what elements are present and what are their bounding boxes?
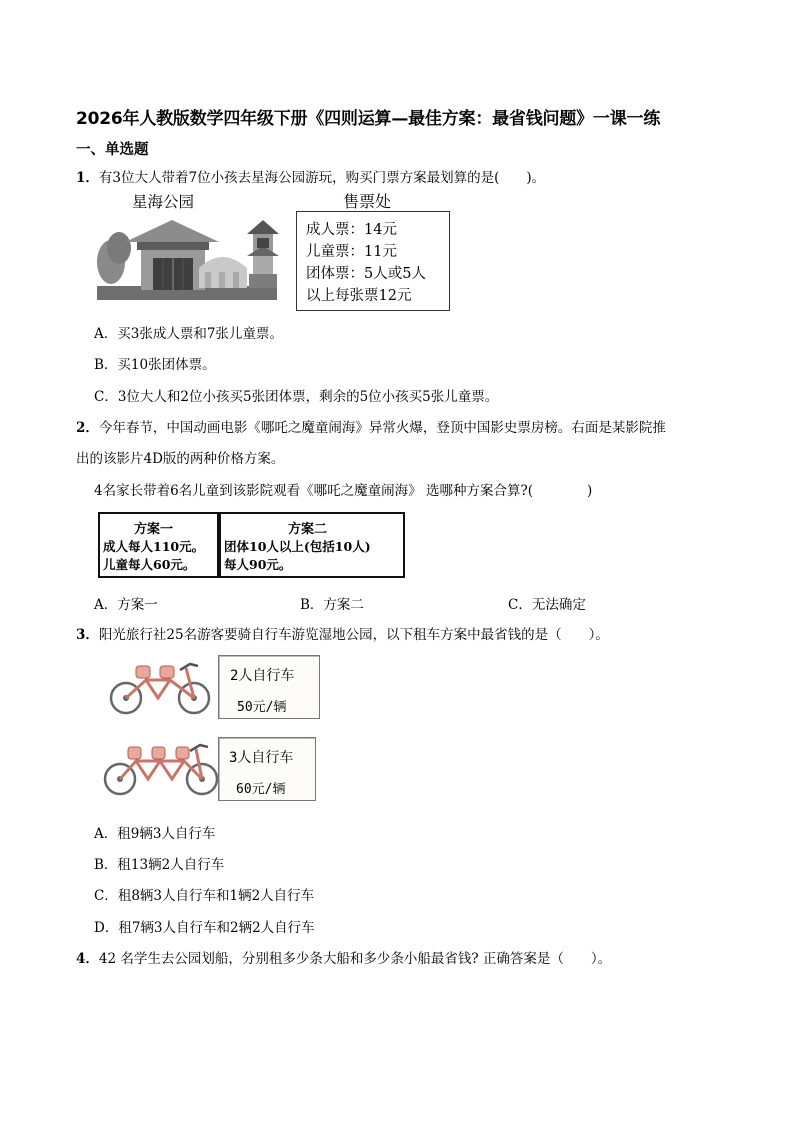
plan-two-line1: 团体10人以上(包括10人) bbox=[224, 539, 371, 554]
plan-one-line2: 儿童每人60元。 bbox=[103, 557, 196, 572]
question-text-line1: 今年春节，中国动画电影《哪吒之魔童闹海》异常火爆，登顶中国影史票房榜。右面是某影院推 bbox=[98, 420, 666, 436]
question-4 bbox=[76, 947, 611, 967]
q2-option-a[interactable]: A．方案一 bbox=[94, 597, 158, 613]
question-2-line3: 4名家长带着6名儿童到该影院观看《哪吒之魔童闹海》 选哪种方案合算?( ) bbox=[94, 483, 593, 499]
three-seat-bike-label: 3人自行车 bbox=[229, 750, 294, 766]
q2-option-c[interactable]: C．无法确定 bbox=[508, 597, 586, 613]
q3-option-a[interactable]: A．租9辆3人自行车 bbox=[94, 826, 216, 842]
question-number: 3． bbox=[76, 627, 99, 643]
question-number: 2． bbox=[76, 420, 99, 436]
park-illustration bbox=[97, 214, 282, 304]
price-adult: 成人票：14元 bbox=[306, 222, 397, 238]
two-seat-bike-label: 2人自行车 bbox=[230, 668, 295, 684]
price-group: 团体票：5人或5人 bbox=[306, 266, 426, 282]
ticket-office-label: 售票处 bbox=[343, 192, 392, 211]
two-seat-bike-icon bbox=[108, 656, 212, 718]
q2-option-b[interactable]: B．方案二 bbox=[300, 597, 364, 613]
page-title: 2026年人教版数学四年级下册《四则运算—最佳方案：最省钱问题》一课一练 bbox=[76, 109, 661, 129]
question-text: 阳光旅行社25名游客要骑自行车游览湿地公园，以下租车方案中最省钱的是（ ）。 bbox=[98, 627, 609, 643]
three-seat-bike-icon bbox=[102, 737, 220, 799]
plan-one-head: 方案一 bbox=[134, 522, 174, 537]
q3-option-c[interactable]: C．租8辆3人自行车和1辆2人自行车 bbox=[94, 888, 315, 904]
plan-one-line1: 成人每人110元。 bbox=[103, 539, 205, 554]
price-child: 儿童票：11元 bbox=[306, 244, 397, 260]
q1-option-b[interactable]: B．买10张团体票。 bbox=[94, 357, 216, 373]
q3-option-b[interactable]: B．租13辆2人自行车 bbox=[94, 857, 225, 873]
question-text: 有3位大人带着7位小孩去星海公园游玩，购买门票方案最划算的是( )。 bbox=[98, 170, 546, 186]
q1-option-c[interactable]: C．3位大人和2位小孩买5张团体票，剩余的5位小孩买5张儿童票。 bbox=[94, 389, 499, 405]
question-number: 1． bbox=[76, 170, 99, 186]
plan-two-head: 方案二 bbox=[288, 522, 328, 537]
question-2 bbox=[76, 416, 666, 436]
two-seat-bike-price: 50元/辆 bbox=[237, 700, 287, 715]
section-heading: 一、单选题 bbox=[76, 142, 149, 158]
q3-option-d[interactable]: D．租7辆3人自行车和2辆2人自行车 bbox=[94, 920, 315, 936]
question-2-line2: 出的该影片4D版的两种价格方案。 bbox=[76, 451, 285, 467]
price-group-cont: 以上每张票12元 bbox=[306, 288, 412, 304]
question-3 bbox=[76, 623, 609, 643]
question-text: 42 名学生去公园划船，分别租多少条大船和多少条小船最省钱? 正确答案是（ ）。 bbox=[98, 951, 612, 967]
q1-option-a[interactable]: A．买3张成人票和7张儿童票。 bbox=[94, 326, 283, 342]
question-number: 4． bbox=[76, 951, 99, 967]
park-name: 星海公园 bbox=[132, 193, 195, 211]
plan-two-line2: 每人90元。 bbox=[224, 557, 292, 572]
three-seat-bike-price: 60元/辆 bbox=[236, 782, 286, 797]
question-1 bbox=[76, 166, 545, 186]
